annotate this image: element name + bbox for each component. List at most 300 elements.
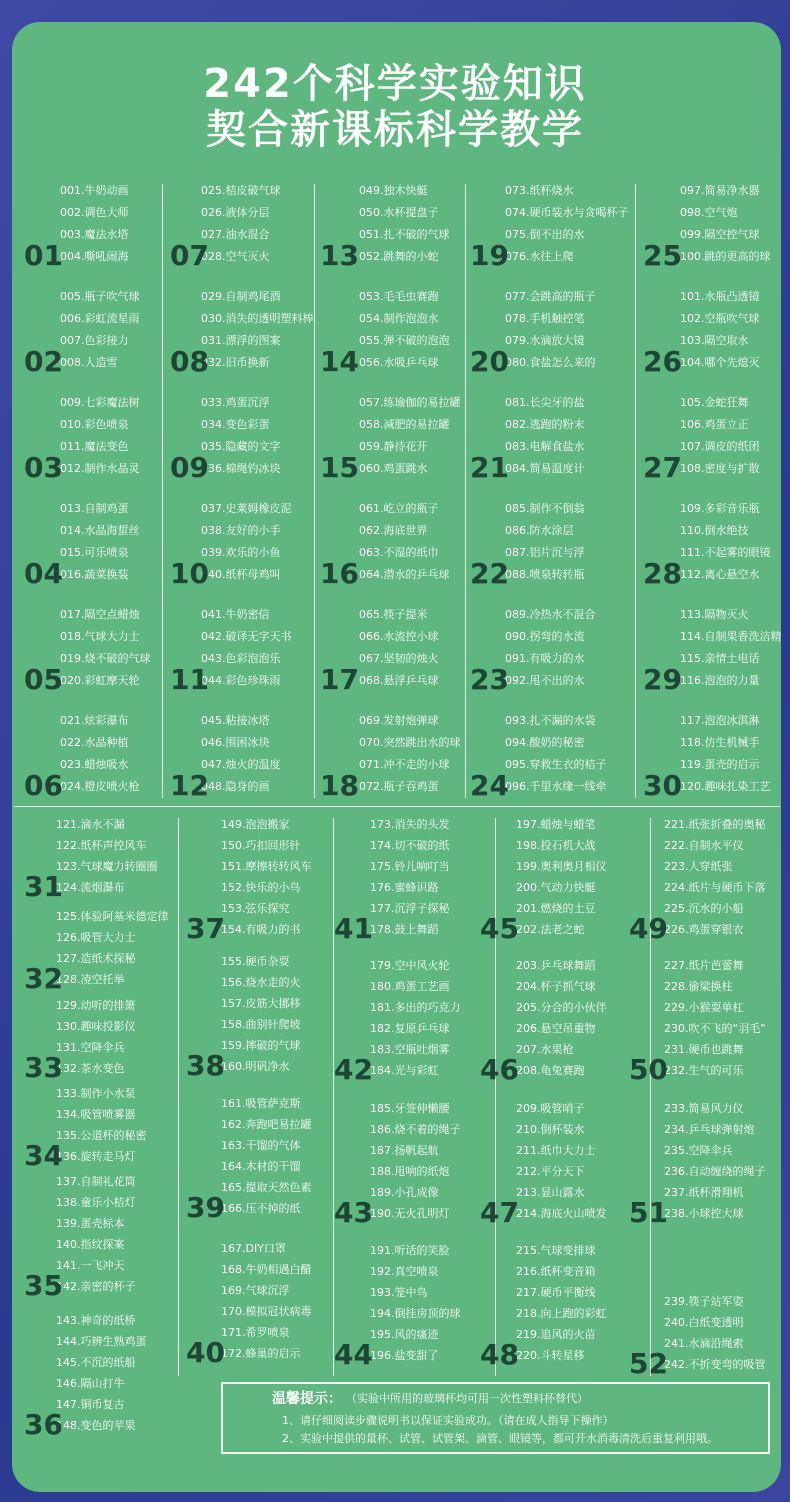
experiment-item: 111.不起雾的眼镜 <box>680 546 771 559</box>
experiment-item: 223.人穿纸张 <box>664 860 733 873</box>
experiment-item: 008.人造雪 <box>60 356 118 369</box>
experiment-item: 110.倒水绝技 <box>680 524 749 537</box>
experiment-item: 169.气球沉浮 <box>221 1284 290 1298</box>
experiment-item: 094.酸奶的秘密 <box>505 736 585 749</box>
experiment-item: 100.跳的更高的球 <box>680 250 771 263</box>
experiment-item: 168.牛奶相遇白醋 <box>221 1263 312 1277</box>
experiment-item: 099.隔空控气球 <box>680 228 760 241</box>
experiment-item: 158.曲别针爬坡 <box>221 1017 301 1031</box>
experiment-item: 010.彩色喷泉 <box>60 418 129 431</box>
experiment-item: 040.纸杯母鸡叫 <box>201 568 281 581</box>
experiment-item: 237.纸杯滑翔机 <box>664 1185 744 1199</box>
experiment-item: 139.蛋壳标本 <box>56 1217 125 1230</box>
experiment-item: 042.破译无字天书 <box>201 630 292 643</box>
experiment-item: 133.制作小水泵 <box>56 1086 136 1100</box>
experiment-item: 012.制作水晶灵 <box>60 462 140 475</box>
experiment-item: 159.摔破的气球 <box>221 1038 301 1052</box>
experiment-item: 207.水果枪 <box>516 1042 574 1056</box>
experiment-item: 013.自制鸡蛋 <box>60 502 129 515</box>
experiment-item: 138.童乐小桔灯 <box>56 1196 136 1209</box>
experiment-item: 145.不沉的纸船 <box>56 1355 136 1369</box>
experiment-item: 052.跳舞的小蛇 <box>359 250 439 263</box>
experiment-item: 086.防水涂层 <box>505 524 574 537</box>
experiment-item: 143.神奇的纸桥 <box>56 1313 136 1327</box>
experiment-item: 071.冲不走的小球 <box>359 758 450 771</box>
experiment-item: 075.倒不出的水 <box>505 228 585 241</box>
experiment-item: 106.鸡蛋立正 <box>680 418 749 431</box>
experiment-item: 135.公道杯的秘密 <box>56 1128 147 1142</box>
experiment-item: 209.吸管哨子 <box>516 1101 585 1115</box>
experiment-item: 198.投石机大战 <box>516 839 596 852</box>
experiment-item: 096.千里水缘一线牵 <box>505 780 607 793</box>
experiment-item: 076.水往上爬 <box>505 250 574 263</box>
experiment-item: 186.烧不着的绳子 <box>370 1122 461 1136</box>
main-title-line2: 契合新课标科学教学 <box>206 107 584 153</box>
experiment-item: 177.沉浮子探秘 <box>370 902 450 915</box>
experiment-item: 130.趣味投影仪 <box>56 1019 136 1033</box>
experiment-item: 129.动听的排箫 <box>56 998 136 1012</box>
group-number: 40 <box>186 1336 225 1370</box>
experiment-item: 214.海底火山喷发 <box>516 1206 607 1220</box>
experiment-item: 082.逃跑的粉末 <box>505 418 585 431</box>
experiment-item: 028.空气灭火 <box>201 250 270 263</box>
divider <box>650 818 651 1376</box>
divider <box>495 818 496 1376</box>
experiment-item: 242.不折变弯的吸管 <box>664 1357 766 1371</box>
group-number: 26 <box>643 345 682 378</box>
experiment-item: 112.离心悬空水 <box>680 568 760 581</box>
experiment-item: 009.七彩魔法树 <box>60 396 140 409</box>
experiment-item: 004.嘶吼闹海 <box>60 250 129 263</box>
group-number: 48 <box>480 1338 519 1372</box>
experiment-item: 108.密度与扩散 <box>680 462 760 475</box>
experiment-item: 031.漂浮的图案 <box>201 334 281 347</box>
experiment-item: 069.发射炮弹球 <box>359 714 439 727</box>
group-number: 23 <box>470 663 509 696</box>
experiment-item: 017.隔空点蜡烛 <box>60 608 140 621</box>
experiment-item: 205.分合的小伙伴 <box>516 1000 607 1014</box>
experiment-item: 215.气球变排球 <box>516 1244 596 1258</box>
experiment-item: 196.盐变甜了 <box>370 1349 439 1363</box>
experiment-item: 224.纸片与硬币下落 <box>664 881 766 894</box>
experiment-item: 241.水滴沿绳索 <box>664 1336 744 1350</box>
experiment-item: 148.变色的苹果 <box>56 1418 136 1432</box>
experiment-item: 216.纸杯变音箱 <box>516 1265 596 1279</box>
experiment-item: 023.蜡烛吸水 <box>60 758 129 771</box>
group-number: 08 <box>170 345 209 378</box>
group-number: 32 <box>24 962 63 996</box>
experiment-item: 105.金蛇狂舞 <box>680 396 749 409</box>
tips-line-2: 2、实验中提供的量杯、试管、试管架、滴管、眼镜等，都可开水消毒清洗后重复利用哦。 <box>282 1432 718 1445</box>
experiment-item: 131.空降伞兵 <box>56 1040 125 1054</box>
group-number: 46 <box>480 1052 519 1086</box>
experiment-item: 210.倒杯装水 <box>516 1122 585 1136</box>
group-number: 41 <box>334 912 373 945</box>
experiment-item: 117.泡泡冰淇淋 <box>680 714 760 727</box>
experiment-item: 068.悬浮乒乓球 <box>359 674 439 687</box>
group-number: 02 <box>24 345 63 378</box>
experiment-item: 146.隔山打牛 <box>56 1376 125 1390</box>
group-number: 06 <box>24 769 63 802</box>
group-number: 29 <box>643 663 682 696</box>
group-number: 45 <box>480 912 519 945</box>
experiment-item: 033.鸡蛋沉浮 <box>201 396 270 409</box>
experiment-item: 070.突然跳出水的球 <box>359 736 461 749</box>
experiment-item: 011.魔法变色 <box>60 440 129 453</box>
experiment-item: 228.偷梁换柱 <box>664 979 733 993</box>
experiment-item: 157.皮筋大挪移 <box>221 996 301 1010</box>
experiment-item: 074.硬币装水与贪喝杯子 <box>505 206 629 219</box>
experiment-item: 178.鼓上舞蹈 <box>370 923 439 936</box>
tips-title: 温馨提示： <box>272 1391 342 1407</box>
experiment-item: 170.模拟冠状病毒 <box>221 1305 312 1319</box>
experiment-item: 142.亲密的杯子 <box>56 1280 136 1293</box>
experiment-item: 227.纸片芭蕾舞 <box>664 958 744 972</box>
experiment-item: 197.蜡烛与蜡笔 <box>516 818 596 831</box>
experiment-item: 102.空瓶吹气球 <box>680 312 760 325</box>
experiment-item: 206.悬空吊重物 <box>516 1021 596 1035</box>
experiment-item: 050.水杯提盘子 <box>359 206 439 219</box>
tips-note: （实验中所用的玻璃杯均可用一次性塑料杯替代） <box>346 1392 588 1405</box>
divider <box>162 184 163 798</box>
experiment-item: 155.硬币杂耍 <box>221 954 290 968</box>
experiment-item: 164.木材的干馏 <box>221 1160 301 1174</box>
experiment-item: 140.指纹探案 <box>56 1238 125 1251</box>
experiment-item: 087.铝片沉与浮 <box>505 546 585 559</box>
experiment-item: 015.可乐喷泉 <box>60 546 129 559</box>
group-number: 15 <box>320 451 359 484</box>
experiment-item: 014.水晶海蜇丝 <box>60 524 140 537</box>
experiment-item: 007.色彩接力 <box>60 334 129 347</box>
group-number: 51 <box>629 1195 668 1229</box>
group-number: 21 <box>470 451 509 484</box>
experiment-item: 077.会跳高的瓶子 <box>505 290 596 303</box>
experiment-item: 032.旧币换新 <box>201 356 270 369</box>
group-number: 25 <box>643 239 682 272</box>
experiment-item: 173.消失的头发 <box>370 818 450 831</box>
divider <box>314 184 315 798</box>
group-number: 10 <box>170 557 209 590</box>
experiment-item: 016.蔬菜换装 <box>60 568 129 581</box>
experiment-item: 045.粘接冰塔 <box>201 714 270 727</box>
experiment-item: 084.简易温度计 <box>505 462 585 475</box>
group-number: 30 <box>643 769 682 802</box>
experiment-item: 083.电解食盐水 <box>505 440 585 453</box>
experiment-item: 132.茶水变色 <box>56 1061 125 1075</box>
group-number: 49 <box>629 912 668 945</box>
experiment-item: 212.平分天下 <box>516 1164 585 1178</box>
experiment-item: 240.白纸变透明 <box>664 1315 744 1329</box>
experiment-item: 001.牛奶动画 <box>60 184 129 197</box>
experiment-item: 181.多出的巧克力 <box>370 1000 461 1014</box>
experiment-item: 064.潜水的乒乓球 <box>359 568 450 581</box>
group-number: 24 <box>470 769 509 802</box>
group-number: 39 <box>186 1191 225 1225</box>
experiment-item: 176.蜜蜂识路 <box>370 881 439 894</box>
group-number: 16 <box>320 557 359 590</box>
experiment-item: 018.气球大力士 <box>60 630 140 643</box>
experiment-item: 121.滴水不漏 <box>56 818 125 831</box>
experiment-item: 188.甩响的纸炮 <box>370 1164 450 1178</box>
group-number: 01 <box>24 239 63 272</box>
experiment-item: 038.友好的小手 <box>201 524 281 537</box>
experiment-item: 127.造纸术探秘 <box>56 952 136 966</box>
experiment-item: 126.吸管大力士 <box>56 931 136 945</box>
group-number: 36 <box>24 1407 63 1441</box>
group-number: 28 <box>643 557 682 590</box>
experiment-item: 024.橙皮喷火枪 <box>60 780 140 793</box>
experiment-item: 137.自制礼花筒 <box>56 1175 136 1188</box>
experiment-item: 150.巧扣回形针 <box>221 839 301 852</box>
divider <box>178 818 179 1376</box>
experiment-item: 101.水瓶凸透镜 <box>680 290 760 303</box>
experiment-item: 235.空降伞兵 <box>664 1143 733 1157</box>
experiment-item: 059.静待花开 <box>359 440 428 453</box>
experiment-item: 114.自制果香洗洁精 <box>680 630 782 643</box>
section-divider <box>14 806 780 807</box>
experiment-item: 144.巧辨生熟鸡蛋 <box>56 1334 147 1348</box>
experiment-item: 162.奔跑吧易拉罐 <box>221 1118 312 1132</box>
experiment-item: 113.隔物灭火 <box>680 608 749 621</box>
experiment-item: 091.有吸力的水 <box>505 652 585 665</box>
group-number: 04 <box>24 557 63 590</box>
experiment-item: 103.隔空取水 <box>680 334 749 347</box>
experiment-item: 187.扬帆起航 <box>370 1143 439 1157</box>
experiment-item: 005.瓶子吹气球 <box>60 290 140 303</box>
experiment-item: 183.空瓶吐烟雾 <box>370 1042 450 1056</box>
experiment-item: 160.明矾净水 <box>221 1059 290 1073</box>
experiment-item: 092.甩不出的水 <box>505 674 585 687</box>
experiment-item: 116.泡泡的力量 <box>680 674 760 687</box>
group-number: 14 <box>320 345 359 378</box>
experiment-item: 060.鸡蛋跳水 <box>359 462 428 475</box>
experiment-item: 174.切不破的纸 <box>370 839 450 852</box>
experiment-item: 081.长尖牙的盐 <box>505 396 585 409</box>
experiment-item: 104.哪个先熄灭 <box>680 356 760 369</box>
group-number: 47 <box>480 1195 519 1229</box>
group-number: 09 <box>170 451 209 484</box>
experiment-item: 072.瓶子吞鸡蛋 <box>359 780 439 793</box>
experiment-item: 231.硬币也跳舞 <box>664 1042 744 1056</box>
experiment-item: 036.棉绳钓冰块 <box>201 462 281 475</box>
experiment-item: 057.练瑜伽的易拉罐 <box>359 396 461 409</box>
experiment-item: 089.冷热水不混合 <box>505 608 596 621</box>
group-number: 22 <box>470 557 509 590</box>
experiment-item: 047.烛火的温度 <box>201 758 281 771</box>
experiment-item: 118.仿生机械手 <box>680 736 760 749</box>
experiment-item: 236.自动缠绕的绳子 <box>664 1164 766 1178</box>
experiment-item: 062.海底世界 <box>359 524 428 537</box>
experiment-item: 191.听话的笑脸 <box>370 1244 450 1258</box>
experiment-item: 120.趣味扎染工艺 <box>680 780 771 793</box>
experiment-item: 067.坚韧的烛火 <box>359 652 439 665</box>
group-number: 19 <box>470 239 509 272</box>
experiment-item: 201.燃烧的土豆 <box>516 902 596 915</box>
group-number: 12 <box>170 769 209 802</box>
experiment-item: 003.魔法水塔 <box>60 228 129 241</box>
experiment-item: 213.显山露水 <box>516 1185 585 1199</box>
experiment-item: 156.烧水走的火 <box>221 975 301 989</box>
experiment-item: 172.蜂巢的启示 <box>221 1347 301 1361</box>
experiment-item: 021.炫彩瀑布 <box>60 714 129 727</box>
experiment-item: 136.旋转走马灯 <box>56 1149 136 1163</box>
group-number: 20 <box>470 345 509 378</box>
group-number: 50 <box>629 1052 668 1086</box>
experiment-item: 199.奥利奥月相仪 <box>516 860 607 873</box>
experiment-item: 123.气球魔力转圈圈 <box>56 860 158 873</box>
experiment-item: 035.隐藏的文字 <box>201 440 281 453</box>
experiment-item: 149.泡泡搬家 <box>221 818 290 831</box>
experiment-item: 232.生气的可乐 <box>664 1063 744 1077</box>
experiment-item: 098.空气炮 <box>680 206 738 219</box>
experiment-item: 125.体验阿基米德定律 <box>56 910 169 924</box>
experiment-item: 161.吸管萨克斯 <box>221 1097 301 1111</box>
experiment-item: 124.流烟瀑布 <box>56 881 125 894</box>
experiment-item: 221.纸张折叠的奥秘 <box>664 818 766 831</box>
experiment-item: 189.小孔成像 <box>370 1185 439 1199</box>
experiment-item: 147.铜币复古 <box>56 1397 125 1411</box>
experiment-item: 055.弹不破的泡泡 <box>359 334 450 347</box>
group-number: 18 <box>320 769 359 802</box>
group-number: 27 <box>643 451 682 484</box>
experiment-item: 192.真空喷泉 <box>370 1265 439 1279</box>
main-title-line1: 242个科学实验知识 <box>203 61 587 107</box>
experiment-item: 154.有吸力的书 <box>221 923 301 936</box>
experiment-item: 167.DIY口罩 <box>221 1242 286 1256</box>
experiment-item: 061.屹立的瓶子 <box>359 502 439 515</box>
experiment-item: 141.一飞冲天 <box>56 1259 125 1272</box>
group-number: 44 <box>334 1338 373 1372</box>
experiment-item: 180.鸡蛋工艺画 <box>370 979 450 993</box>
group-number: 52 <box>629 1346 668 1380</box>
experiment-item: 073.纸杯烧水 <box>505 184 574 197</box>
experiment-item: 109.多彩音乐瓶 <box>680 502 760 515</box>
experiment-item: 046.围困冰块 <box>201 736 270 749</box>
experiment-item: 006.彩虹流星雨 <box>60 312 140 325</box>
divider <box>465 184 466 798</box>
experiment-item: 239.筷子站军姿 <box>664 1294 744 1308</box>
experiment-item: 151.摩擦转转风车 <box>221 860 312 873</box>
group-number: 42 <box>334 1052 373 1086</box>
experiment-item: 078.手机触控笔 <box>505 312 585 325</box>
experiment-item: 065.筷子提米 <box>359 608 428 621</box>
group-number: 03 <box>24 451 63 484</box>
group-number: 38 <box>186 1048 225 1082</box>
experiment-item: 193.笼中鸟 <box>370 1286 428 1300</box>
group-number: 37 <box>186 912 225 945</box>
experiment-item: 039.欢乐的小鱼 <box>201 546 281 559</box>
experiment-item: 204.杯子抓气球 <box>516 979 596 993</box>
experiment-item: 079.水滴放大镜 <box>505 334 585 347</box>
experiment-item: 195.风的瘙迹 <box>370 1328 439 1342</box>
experiment-item: 027.油水混合 <box>201 228 270 241</box>
experiment-item: 202.法老之蛇 <box>516 923 585 936</box>
experiment-item: 034.变色彩蛋 <box>201 418 270 431</box>
experiment-item: 080.食盐怎么来的 <box>505 356 596 369</box>
group-number: 35 <box>24 1269 63 1302</box>
experiment-item: 088.喷泉转转瓶 <box>505 568 585 581</box>
divider <box>635 184 636 798</box>
experiment-item: 165.提取天然色素 <box>221 1181 312 1195</box>
experiment-item: 115.亲情土电话 <box>680 652 760 665</box>
group-number: 13 <box>320 239 359 272</box>
experiment-item: 063.不湿的纸巾 <box>359 546 439 559</box>
experiment-item: 194.倒挂房顶的球 <box>370 1307 461 1321</box>
experiment-item: 022.水晶种植 <box>60 736 129 749</box>
experiment-item: 203.乒乓球舞蹈 <box>516 958 596 972</box>
experiment-item: 019.烧不破的气球 <box>60 652 151 665</box>
group-number: 05 <box>24 663 63 696</box>
experiment-item: 218.向上跑的彩虹 <box>516 1307 607 1321</box>
experiment-item: 043.色彩泡泡乐 <box>201 652 281 665</box>
experiment-item: 175.铃儿响叮当 <box>370 860 450 873</box>
group-number: 33 <box>24 1050 63 1084</box>
experiment-item: 234.乒乓球弹射炮 <box>664 1122 755 1136</box>
experiment-item: 179.空中风火轮 <box>370 958 450 972</box>
experiment-item: 029.自制鸡尾酒 <box>201 290 281 303</box>
experiment-item: 026.液体分层 <box>201 206 270 219</box>
experiment-item: 166.压不掉的纸 <box>221 1202 301 1216</box>
experiment-item: 211.纸巾大力士 <box>516 1143 596 1157</box>
experiment-item: 048.隐身的画 <box>201 780 270 793</box>
experiment-item: 107.调皮的纸团 <box>680 440 760 453</box>
experiment-item: 049.独木快艇 <box>359 184 428 197</box>
experiment-item: 037.史莱姆橡皮泥 <box>201 502 292 515</box>
experiment-item: 220.斗转星移 <box>516 1349 585 1363</box>
experiment-item: 134.吸管喷雾器 <box>56 1107 136 1121</box>
experiment-item: 163.干馏的气体 <box>221 1139 301 1153</box>
experiment-item: 025.桔皮破气球 <box>201 184 281 197</box>
experiment-item: 233.简易风力仪 <box>664 1101 744 1115</box>
experiment-item: 217.硬币平衡线 <box>516 1286 596 1300</box>
experiment-item: 153.弦乐探究 <box>221 902 290 915</box>
experiment-item: 128.凌空托举 <box>56 973 125 987</box>
experiment-item: 171.希罗喷泉 <box>221 1326 290 1340</box>
experiment-item: 093.扎不漏的水袋 <box>505 714 596 727</box>
experiment-item: 182.复原乒乓球 <box>370 1021 450 1035</box>
divider <box>333 818 334 1376</box>
experiment-item: 095.穿救生衣的桔子 <box>505 758 607 771</box>
group-number: 07 <box>170 239 209 272</box>
group-number: 11 <box>170 663 209 696</box>
group-number: 34 <box>24 1138 63 1172</box>
experiment-item: 119.蛋壳的启示 <box>680 758 760 771</box>
experiment-item: 002.调色大师 <box>60 206 129 219</box>
experiment-item: 184.光与彩虹 <box>370 1063 439 1077</box>
experiment-item: 185.牙签伸懒腰 <box>370 1101 450 1115</box>
experiment-item: 152.快乐的小鸟 <box>221 881 301 894</box>
tips-line-1: 1、请仔细阅读步骤说明书以保证实验成功。（请在成人指导下操作） <box>282 1414 614 1427</box>
group-number: 43 <box>334 1195 373 1229</box>
experiment-item: 219.追风的火苗 <box>516 1328 596 1342</box>
experiment-item: 122.纸杯声控风车 <box>56 839 147 852</box>
experiment-item: 190.无火孔明灯 <box>370 1206 450 1220</box>
experiment-item: 085.制作不倒翁 <box>505 502 585 515</box>
experiment-item: 226.鸡蛋穿银衣 <box>664 923 744 936</box>
experiment-item: 056.水吸乒乓球 <box>359 356 439 369</box>
experiment-item: 090.拐弯的水流 <box>505 630 585 643</box>
experiment-item: 041.牛奶密信 <box>201 608 270 621</box>
experiment-item: 238.小球控大球 <box>664 1206 744 1220</box>
experiment-item: 208.龟兔赛跑 <box>516 1063 585 1077</box>
experiment-item: 044.彩色珍珠雨 <box>201 674 281 687</box>
experiment-item: 066.水流控小球 <box>359 630 439 643</box>
experiment-item: 097.简易净水器 <box>680 184 760 197</box>
group-number: 31 <box>24 870 63 903</box>
experiment-item: 225.沉水的小船 <box>664 902 744 915</box>
experiment-item: 053.毛毛虫赛跑 <box>359 290 439 303</box>
experiment-item: 020.彩虹摩天轮 <box>60 674 140 687</box>
